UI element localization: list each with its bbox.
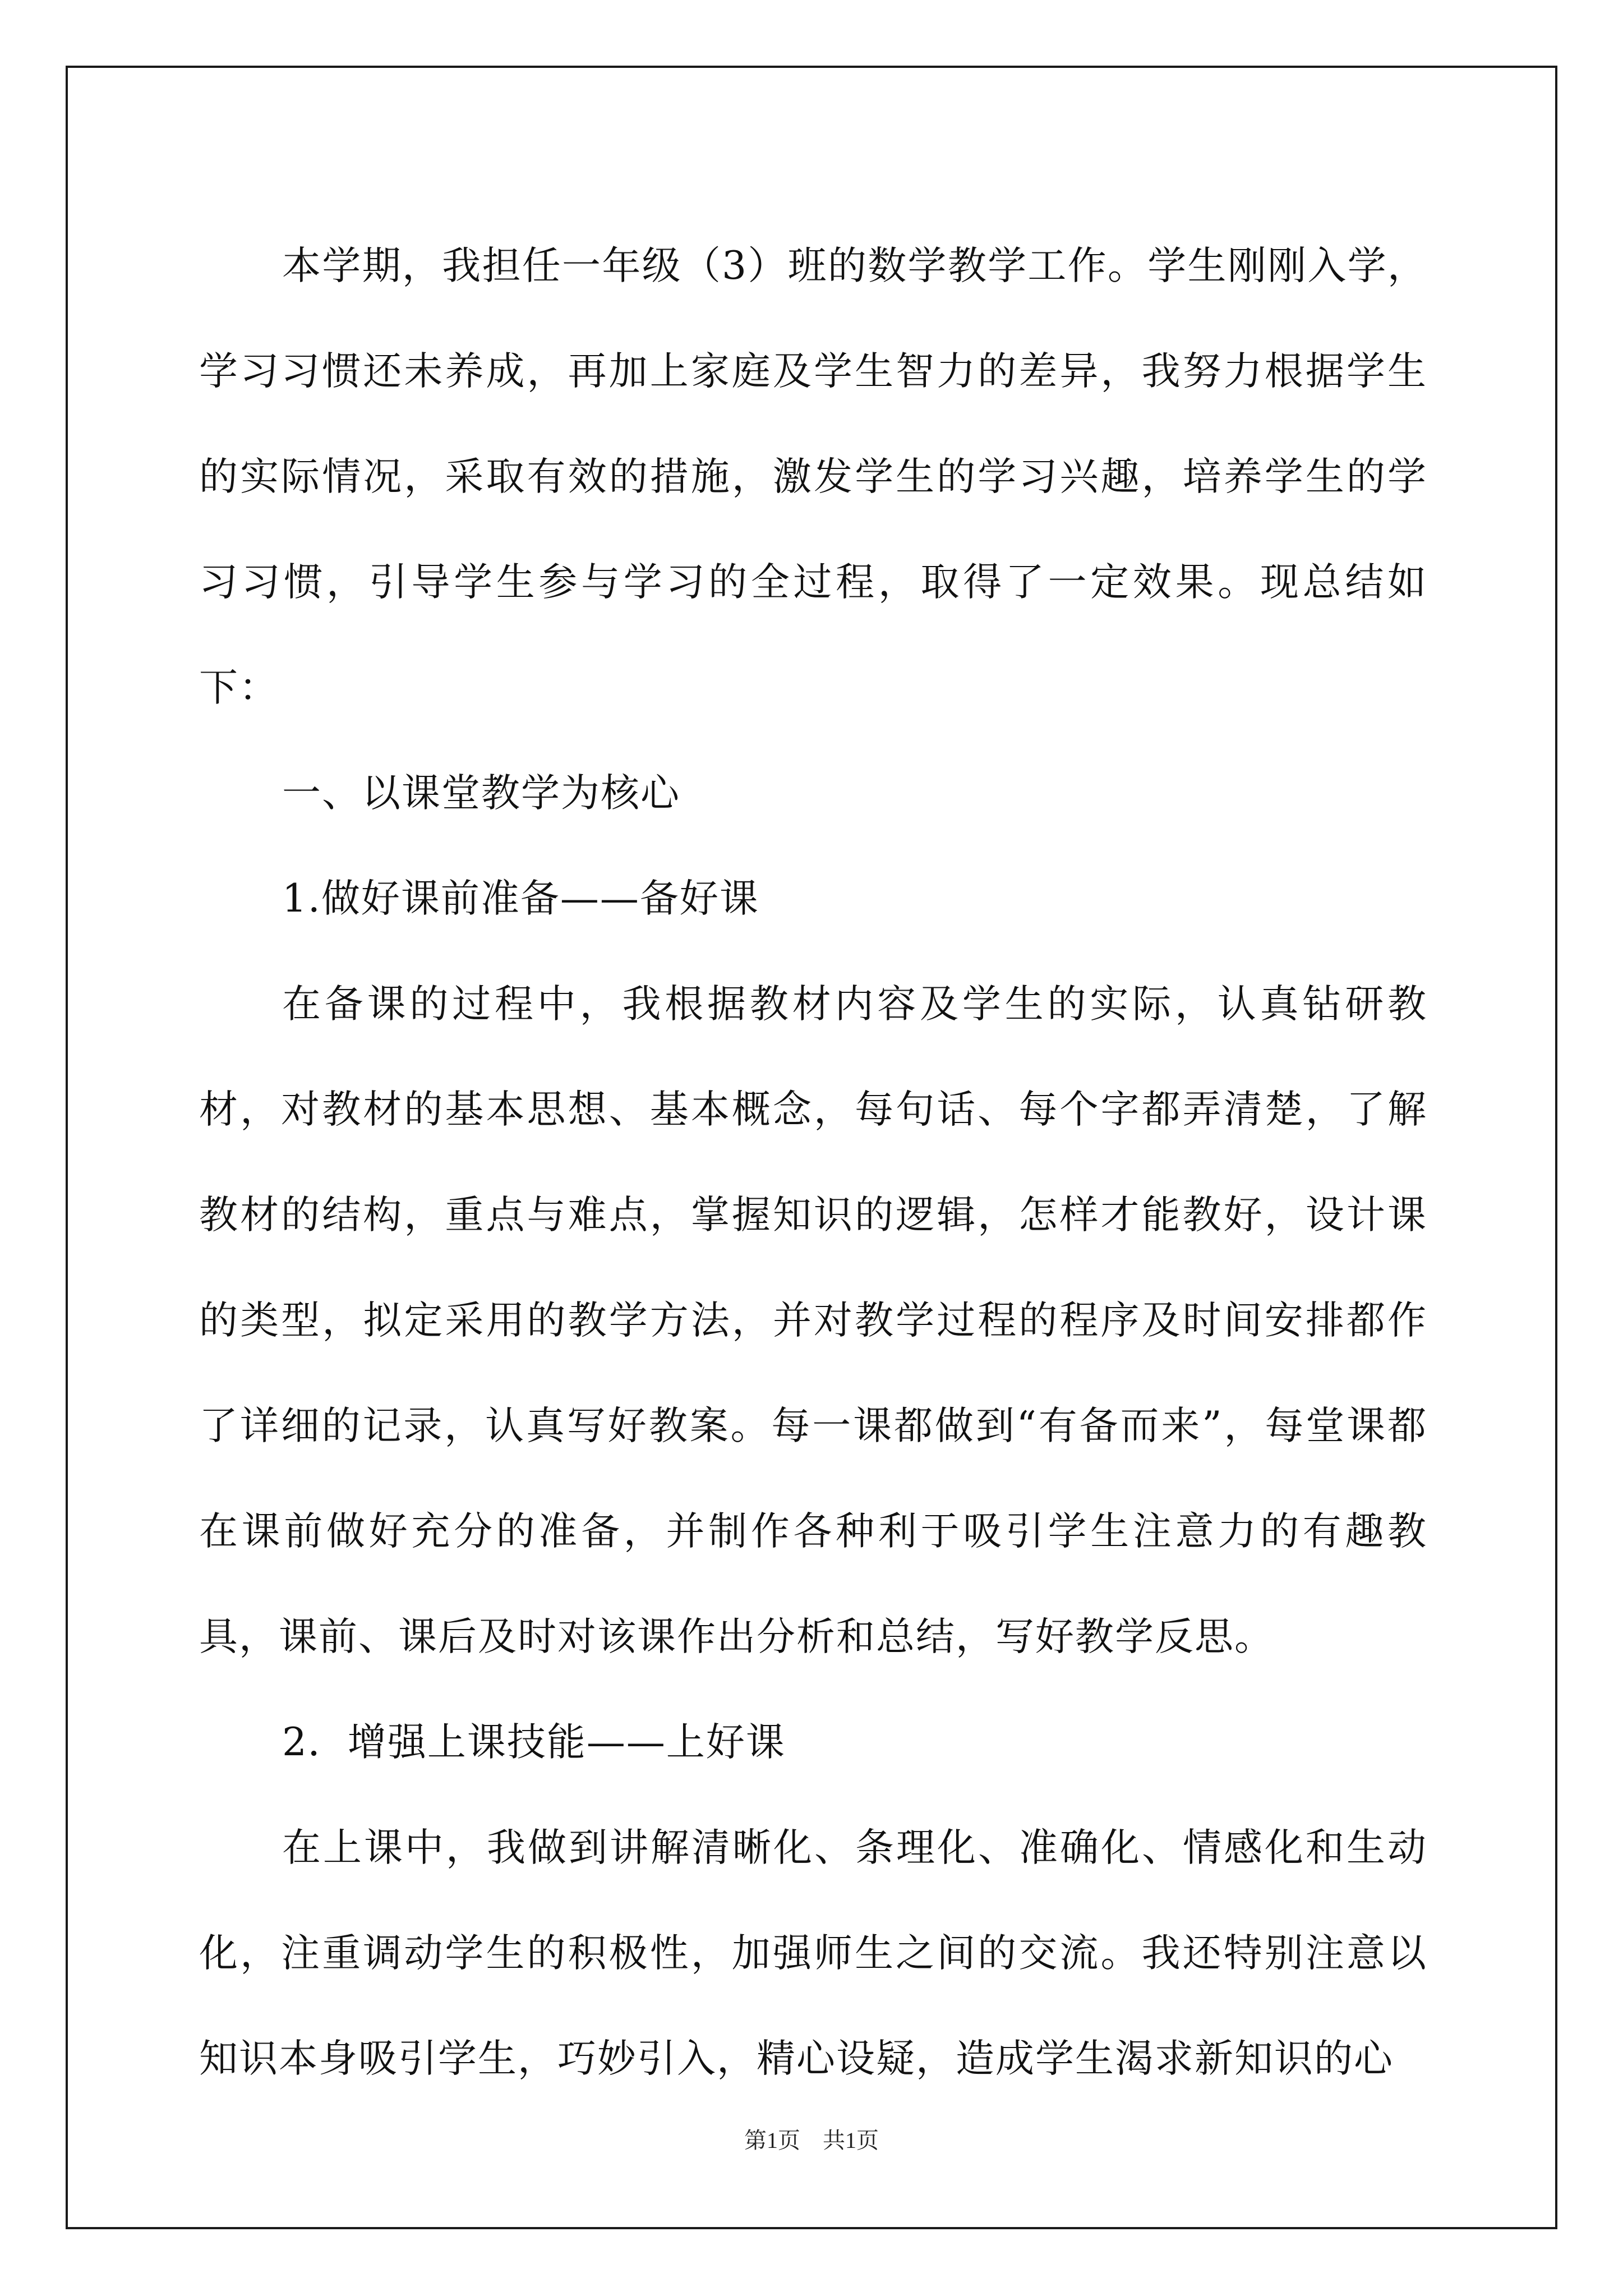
document-body (199, 213, 1427, 2111)
subsection-heading-1: 1.做好课前准备——备好课 (282, 876, 759, 921)
teaching-skills-paragraph: 在上课中，我做到讲解清晰化、条理化、准确化、情感化和生动化，注重调动学生的积极性，加强师生之间的交流。我还特别注意以知识本身吸引学生，巧妙引入，精心设疑，造成学生渴求新知识的心 (199, 1825, 1427, 2081)
page-total: 共1页 (823, 2128, 879, 2153)
section-heading-1: 一、以课堂教学为核心 (282, 771, 680, 816)
page-footer (0, 2123, 1623, 2155)
lesson-prep-paragraph: 在备课的过程中，我根据教材内容及学生的实际，认真钻研教材，对教材的基本思想、基本概念，每句话、每个字都弄清楚，了解教材的结构，重点与难点，掌握知识的逻辑，怎样才能教好，设计课的类型，拟定采用的教学方法，并对教学过程的程序及时间安排都作了详细的记录，认真写好教案。每一课都做到“有备而来”，每堂课都在课前做好充分的准备，并制作各种利于吸引学生注意力的有趣教具，课前、课后及时对该课作出分析和总结，写好教学反思。 (199, 982, 1427, 1659)
subsection-heading-2: 2．增强上课技能——上好课 (282, 1720, 786, 1765)
page-number: 第1页 (744, 2128, 800, 2153)
intro-paragraph: 本学期，我担任一年级（3）班的数学教学工作。学生刚刚入学，学习习惯还未养成，再加上家庭及学生智力的差异，我努力根据学生的实际情况，采取有效的措施，激发学生的学习兴趣，培养学生的学习习惯，引导学生参与学习的全过程，取得了一定效果。现总结如下： (199, 243, 1427, 710)
